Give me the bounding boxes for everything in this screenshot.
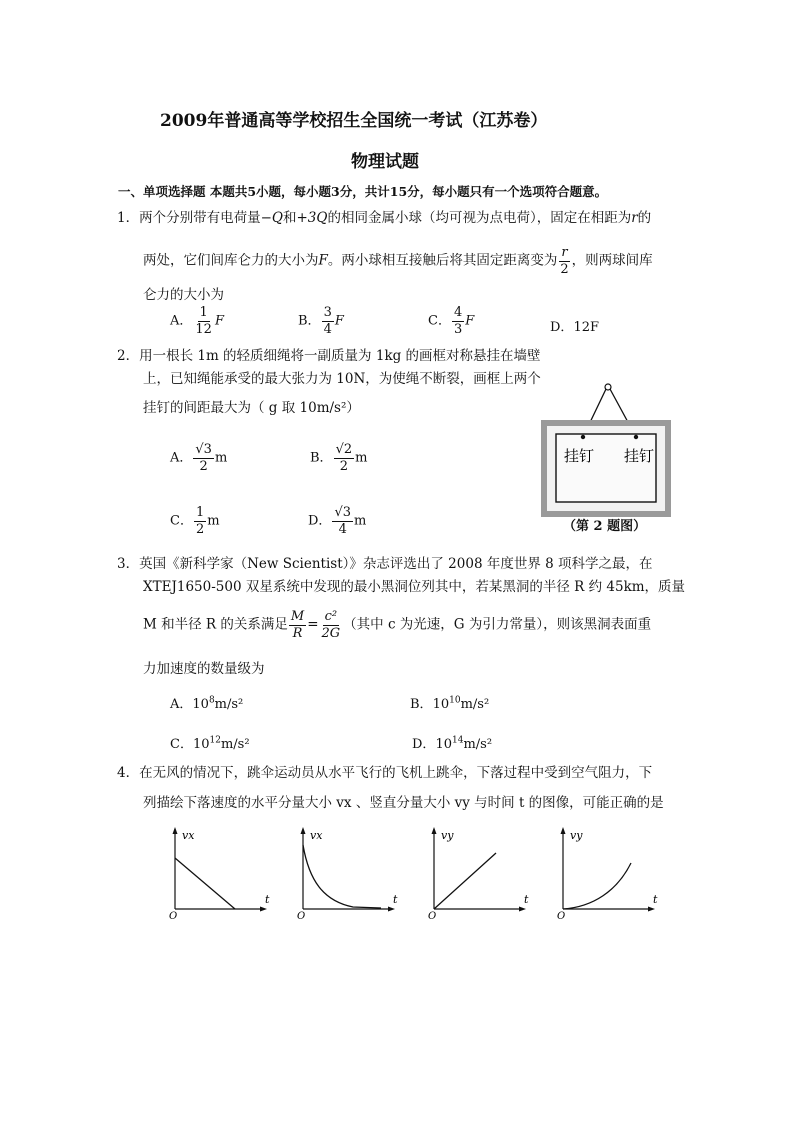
- fraction-denominator: 2: [560, 261, 569, 277]
- q3-text: （其中 c 为光速，G 为引力常量），则该黑洞表面重: [343, 616, 652, 633]
- option-unit: m/s²: [460, 697, 490, 712]
- q3-line3: [143, 610, 651, 640]
- fraction-numerator: c²: [324, 609, 338, 624]
- x-axis-arrow-icon: [388, 907, 395, 912]
- q1-text: 。两小球相互接触后将其固定距离变为: [327, 252, 558, 269]
- nail-right-dot: [634, 435, 638, 439]
- fraction-numerator: M: [290, 609, 305, 624]
- q3-option-d[interactable]: [412, 733, 492, 752]
- q3-text: M 和半径 R 的关系满足: [143, 616, 288, 633]
- equals-sign: =: [307, 616, 319, 633]
- power-base: 10: [435, 737, 452, 752]
- x-axis-arrow-icon: [648, 907, 655, 912]
- option-suffix: m: [354, 513, 367, 529]
- option-label: C．: [170, 737, 193, 752]
- option-suffix: m: [207, 513, 220, 529]
- y-axis-arrow-icon: [173, 827, 178, 834]
- graph-y-label: vx: [182, 829, 195, 842]
- force-symbol: F: [318, 252, 328, 269]
- graph-x-label: t: [653, 893, 658, 906]
- y-axis-arrow-icon: [301, 827, 306, 834]
- fraction: [193, 443, 214, 473]
- graph-origin-label: O: [169, 911, 178, 920]
- fraction-numerator: 1: [199, 305, 208, 320]
- graph-x-label: t: [393, 893, 398, 906]
- q3-option-a[interactable]: [170, 693, 243, 712]
- q3-line4: 力加速度的数量级为: [143, 661, 265, 677]
- option-label: D．: [550, 320, 574, 335]
- q1-text: 1．两个分别带有电荷量: [117, 210, 261, 226]
- figure-caption: （第 2 题图）: [563, 519, 647, 534]
- q1-option-b[interactable]: [298, 306, 344, 336]
- charge-negative: −Q: [260, 210, 283, 226]
- option-suffix: F: [465, 313, 475, 329]
- option-label: C．: [170, 513, 193, 529]
- fraction-numerator: √2: [335, 442, 353, 457]
- graph-origin-label: O: [428, 911, 437, 920]
- fraction-denominator: 12: [195, 321, 212, 337]
- power-base: 10: [192, 697, 209, 712]
- graph-origin-label: O: [297, 911, 306, 920]
- option-unit: m/s²: [463, 737, 493, 752]
- fraction-numerator: 3: [323, 305, 332, 320]
- graph-x-label: t: [524, 893, 529, 906]
- option-label: D．: [308, 513, 332, 529]
- nail-left-label: 挂钉: [564, 447, 595, 465]
- fraction-denominator: 3: [453, 321, 463, 337]
- power-exponent: 8: [208, 695, 215, 706]
- picture-frame-figure: [538, 378, 676, 536]
- fraction: [452, 306, 464, 336]
- fraction-numerator: 1: [195, 505, 205, 520]
- option-label: B．: [410, 697, 433, 712]
- exam-title: 2009年普通高等学校招生全国统一考试（江苏卷）: [160, 111, 548, 131]
- fraction-denominator: 4: [338, 521, 347, 537]
- fraction-numerator: √3: [195, 442, 212, 457]
- curve-linear-increase: [434, 853, 496, 909]
- q2-option-d[interactable]: [308, 506, 366, 536]
- fraction: [289, 610, 306, 640]
- q1-line3: 仑力的大小为: [143, 287, 224, 303]
- nail-left-dot: [581, 435, 585, 439]
- fraction-numerator: r: [561, 245, 568, 260]
- fraction-numerator: √3: [334, 505, 351, 520]
- frame-inner: [556, 434, 656, 502]
- fraction-denominator: 2G: [321, 625, 341, 641]
- option-label: A．: [170, 450, 193, 466]
- curve-accelerating-increase: [563, 863, 631, 909]
- y-axis-arrow-icon: [561, 827, 566, 834]
- section-heading: 一、单项选择题 本题共5小题，每小题3分，共计15分，每小题只有一个选项符合题意。: [118, 184, 608, 199]
- option-suffix: m: [214, 450, 228, 466]
- power-exponent: 10: [449, 695, 461, 706]
- curve-exponential-decay: [303, 845, 381, 908]
- graph-y-label: vy: [441, 829, 454, 842]
- q4-line2: 列描绘下落速度的水平分量大小 vx 、竖直分量大小 vy 与时间 t 的图像，可能正确的是: [143, 795, 664, 811]
- fraction-denominator: 2: [199, 458, 208, 474]
- graph-y-label: vy: [570, 829, 583, 842]
- option-label: A．: [170, 313, 193, 329]
- q1-text: 的相同金属小球（均可视为点电荷），固定在相距为: [327, 210, 632, 226]
- option-text: 12F: [573, 320, 599, 335]
- q1-text: 的: [637, 210, 652, 226]
- option-suffix: m: [355, 450, 368, 466]
- graph-origin-label: O: [557, 911, 566, 920]
- option-label: B．: [298, 313, 321, 329]
- fraction: [322, 306, 334, 336]
- option-label: C．: [428, 313, 451, 329]
- curve-linear-decrease: [175, 858, 235, 909]
- fraction: [193, 306, 214, 336]
- power-exponent: 12: [209, 735, 221, 746]
- fraction: [320, 610, 343, 640]
- q1-text: ，则两球间库: [571, 252, 653, 269]
- option-label: D．: [412, 737, 436, 752]
- q2-line1: 2．用一根长 1m 的轻质细绳将一副质量为 1kg 的画框对称悬挂在墙壁: [117, 348, 541, 364]
- q3-line1: 3．英国《新科学家（New Scientist）》杂志评选出了 2008 年度世界 8 项科学之最，在: [117, 556, 653, 572]
- distance-symbol: r: [631, 210, 638, 226]
- option-label: B．: [310, 450, 333, 466]
- q3-option-c[interactable]: [170, 733, 250, 752]
- fraction-denominator: 2: [339, 458, 348, 474]
- fraction: [194, 506, 206, 536]
- q2-line3: 挂钉的间距最大为（ g 取 10m/s²）: [143, 400, 360, 416]
- q2-option-b[interactable]: [310, 443, 367, 473]
- option-unit: m/s²: [214, 697, 244, 712]
- graph-b: [293, 825, 408, 920]
- fraction-numerator: 4: [453, 305, 463, 320]
- option-suffix: F: [214, 313, 224, 329]
- x-axis-arrow-icon: [260, 907, 267, 912]
- q4-line1: 4．在无风的情况下，跳伞运动员从水平飞行的飞机上跳伞，下落过程中受到空气阻力，下: [117, 765, 653, 781]
- fraction: [332, 506, 353, 536]
- graph-c: [424, 825, 539, 920]
- fraction: [558, 246, 570, 276]
- q1-line1: [117, 210, 651, 226]
- nail-right-label: 挂钉: [624, 447, 655, 465]
- q1-text: 两处，它们间库仑力的大小为: [143, 252, 319, 269]
- fraction: [334, 443, 355, 473]
- graph-d: [553, 825, 668, 920]
- graph-x-label: t: [265, 893, 270, 906]
- q3-option-b[interactable]: [410, 693, 489, 712]
- y-axis-arrow-icon: [432, 827, 437, 834]
- fraction-denominator: 4: [323, 321, 332, 337]
- power-base: 10: [432, 697, 450, 712]
- option-suffix: F: [334, 313, 344, 329]
- x-axis-arrow-icon: [519, 907, 526, 912]
- graph-a: [165, 825, 280, 920]
- q1-text: 和: [282, 210, 297, 226]
- option-label: A．: [170, 697, 193, 712]
- charge-positive: +3Q: [296, 210, 328, 226]
- exam-subtitle: 物理试题: [351, 152, 419, 172]
- q2-line2: 上，已知绳能承受的最大张力为 10N，为使绳不断裂，画框上两个: [143, 371, 541, 387]
- q1-line2: [143, 246, 653, 276]
- power-exponent: 14: [451, 735, 464, 746]
- q1-option-a[interactable]: [170, 306, 224, 336]
- fraction-denominator: R: [292, 625, 303, 641]
- q1-option-c[interactable]: [428, 306, 474, 336]
- fraction-denominator: 2: [195, 521, 205, 537]
- graph-y-label: vx: [310, 829, 323, 842]
- q2-option-c[interactable]: [170, 506, 220, 536]
- option-unit: m/s²: [220, 737, 250, 752]
- q3-line2: XTEJ1650-500 双星系统中发现的最小黑洞位列其中，若某黑洞的半径 R 约 45km，质量: [143, 579, 686, 595]
- q2-option-a[interactable]: [170, 443, 227, 473]
- power-base: 10: [192, 737, 210, 752]
- q1-option-d[interactable]: [550, 316, 599, 335]
